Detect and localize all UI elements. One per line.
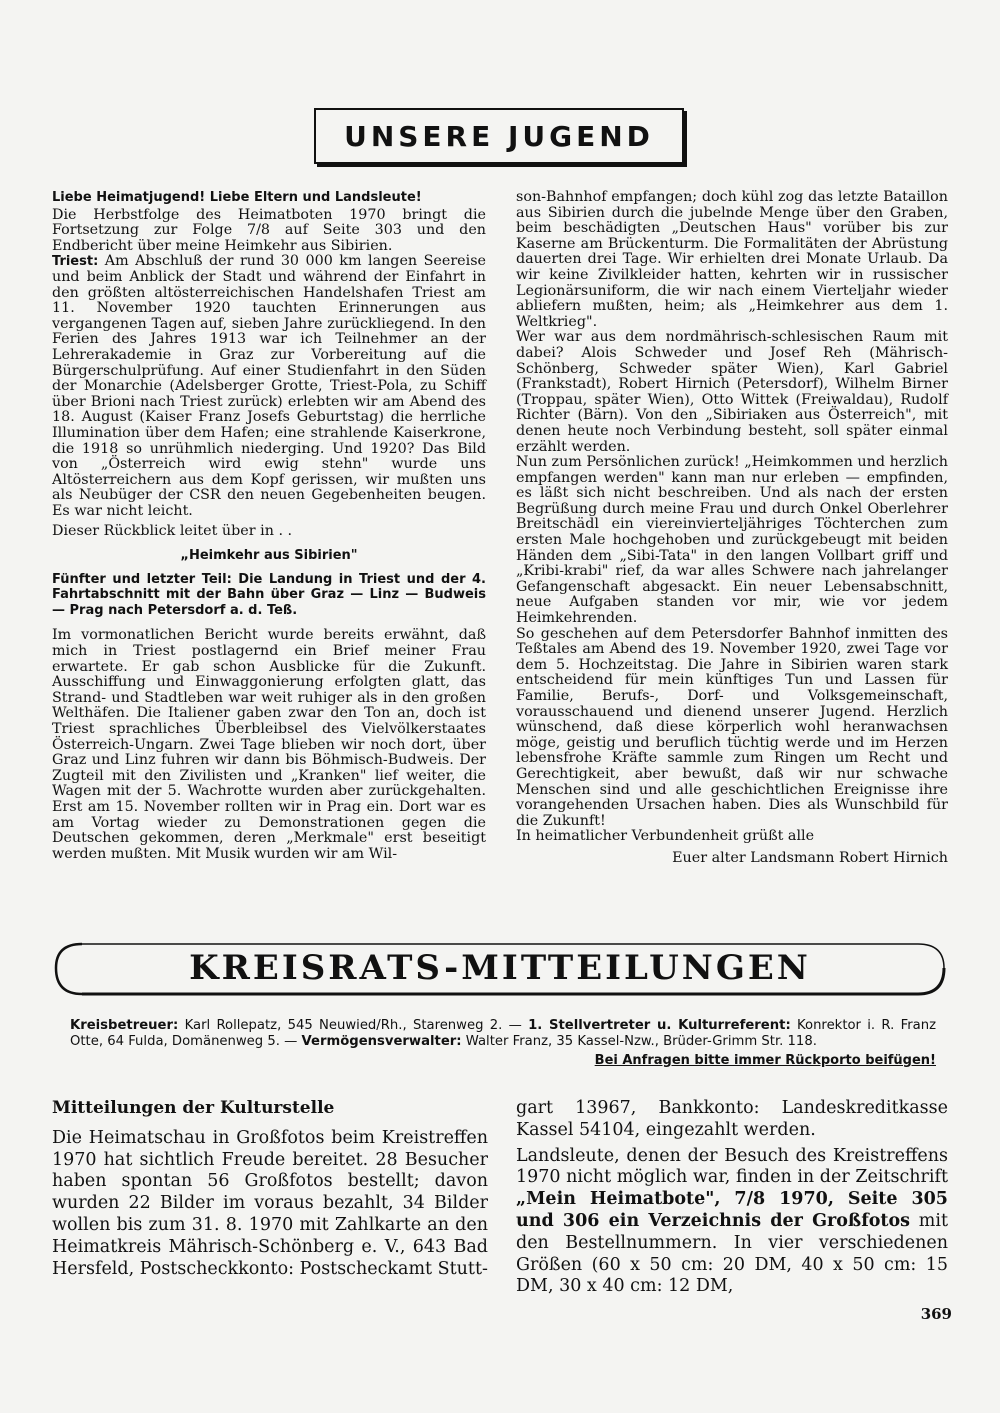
story-paragraph-r3: Nun zum Persönlichen zurück! „Heimkommen und herzlich empfangen werden" kann man nur erleben — empfinden, es läßt sich nicht beschreiben. Und als nach der ersten Begrüßung durch meine Frau und durch Onkel Oberlehrer Breitschädl ein viereinvierteljähriges Töchterchen zum ersten Male hochgehoben und zurückgebeugt mit beiden Händen dem „Sibi-Tata" in den langen Vollbart griff und „Kribi-krabi" rief, da war alles Schwere nach jahrelanger Gefangenschaft abgesackt. Ein neuer Lebensabschnitt, neue Aufgaben standen vor mir, wie vor jedem Heimkehrenden. (516, 454, 948, 627)
story-paragraph-r2: Wer war aus dem nordmährisch-schlesischen Raum mit dabei? Alois Schweder und Josef Reh (Mährisch-Schönberg, Schweder später Wien), Karl Gabriel (Frankstadt), Robert Hirnich (Petersdorf), Wilhelm Birner (Troppau, später Wien), Otto Wittek (Freiwaldau), Rudolf Richter (Bärn). Von den „Sibiriaken aus Österreich", mit denen heute noch Verbindung besteht, soll später einmal erzählt werden. (516, 329, 948, 455)
betreuer-text: Karl Rollepatz, 545 Neuwied/Rh., Starenweg 2. — (184, 1018, 522, 1033)
verwalter-label: Vermögensverwalter: (301, 1034, 462, 1049)
triest-label: Triest: (52, 254, 99, 270)
verwalter-text: Walter Franz, 35 Kassel-Nzw., Brüder-Grimm Str. 118. (465, 1034, 817, 1049)
triest-paragraph (52, 254, 486, 519)
kultur-right-column (516, 1098, 948, 1298)
triest-text: Am Abschluß der rund 30 000 km langen Seereise und beim Anblick der Stadt und während der Einfahrt in den größten altösterreichischen Handelshafen Triest am 11. November 1920 tauchten Erinnerungen aus vergangenen Tagen auf, sieben Jahre zurückliegend. In den Ferien des Jahres 1913 war ich Teilnehmer an der Lehrerakademie in Graz zur Vorbereitung auf die Bürgerschulprüfung. Auf einer Studienfahrt in den Süden der Monarchie (Adelsberger Grotte, Triest-Pola, zu Schiff über Brioni nach Triest zurück) erlebten wir am Abend des 18. August (Kaiser Franz Josefs Geburtstag) die herrliche Illumination über dem Hafen; eine strahlende Kaiserkrone, die 1918 so unrühmlich niederging. Und 1920? Das Bild von „Österreich wird ewig stehn" wurde uns Altösterreichern aus dem Kopf gerissen, wir mußten uns als Neubüger der CSR den neuen Gegebenheiten beugen. Es war nicht leicht. (52, 253, 487, 519)
vertreter-text: Konrektor i. R. Franz Otte, 64 Fulda, Domänenweg 5. — (70, 1018, 936, 1049)
lead-line: Dieser Rückblick leitet über in . . (52, 523, 293, 540)
kultur-paragraph-right-1: gart 13967, Bankkonto: Landeskreditkasse Kassel 54104, eingezahlt werden. (516, 1098, 948, 1140)
greeting: Liebe Heimatjugend! Liebe Eltern und Landsleute! (52, 190, 422, 205)
signature: Euer alter Landsmann Robert Hirnich (672, 849, 948, 866)
kreisrats-info (70, 1018, 936, 1050)
section-title-box (314, 108, 684, 164)
kreisrats-banner (52, 940, 948, 998)
kreisrats-title: KREISRATS-MITTEILUNGEN (189, 948, 811, 988)
kultur-heading: Mitteilungen der Kulturstelle (52, 1098, 335, 1118)
kultur-text-a: Landsleute, denen der Besuch des Kreistreffens 1970 nicht möglich war, finden in der Zeitschrift (516, 1145, 948, 1188)
kultur-paragraph-left: Die Heimatschau in Großfotos beim Kreistreffen 1970 hat sichtlich Freude bereitet. 28 Besucher haben spontan 56 Großfotos bestellt; davon wurden 22 Bilder im voraus bezahlt, 34 Bilder wollen bis zum 31. 8. 1970 mit Zahlkarte an den Heimatkreis Mährisch-Schönberg e. V., 643 Bad Hersfeld, Postscheckkonto: Postscheckamt Stutt- (52, 1127, 488, 1279)
story-paragraph-left: Im vormonatlichen Bericht wurde bereits erwähnt, daß mich in Triest postlagernd ein Brief meiner Frau erwartete. Er gab schon Ausblicke für die Zukunft. Ausschiffung und Einwaggonierung erfolgten glatt, das Strand- und Stadtleben war weit ruhiger als in den großen Welthäfen. Die Italiener gaben zwar den Ton an, doch ist Triest sprachliches Überbleibsel des Vielvölkerstaates Österreich-Ungarn. Zwei Tage blieben wir noch dort, über Graz und Linz fuhren wir dann bis Böhmisch-Budweis. Der Zugteil mit den Zivilisten und „Kranken" lief weiter, die Wagen mit der 5. Wachrotte wurden aber zurückgehalten. Erst am 15. November rollten wir in Prag ein. Dort war es am Vortag wieder zu Demonstrationen gegen die Deutschen gekommen, deren „Merkmale" erst beseitigt werden mußten. Mit Musik wurden wir am Wil- (52, 627, 486, 862)
story-paragraph-r4: So geschehen auf dem Petersdorfer Bahnhof inmitten des Teßtales am Abend des 19. November 1920, zwei Tage vor dem 5. Hochzeitstag. Die Jahre in Sibirien waren stark entscheidend für mein künftiges Tun und Lassen für Familie, Berufs-, Dorf- und Volksgemeinschaft, vorausschauend und dienend unserer Jugend. Herzlich wünschend, daß diese körperlich wohl heranwachsen möge, geistig und beruflich tüchtig werde und im Herzen lebensfrohe Kräfte sammle zum Ringen um Recht und Gerechtigkeit, aber bewußt, daß wir nur schwache Menschen sind und alle geschichtlichen Ereignisse ihre vorangehenden Ursachen haben. Dies als Wunschbild für die Zukunft! (516, 625, 948, 829)
jugend-right-column (516, 190, 948, 867)
betreuer-label: Kreisbetreuer: (70, 1018, 179, 1033)
kultur-text-c: mit den Bestellnummern. In vier verschiedenen Größen (60 x 50 cm: 20 DM, 40 x 50 cm: 15 DM, 30 x 40 cm: 12 DM, (516, 1210, 948, 1297)
kultur-text-bold: „Mein Heimatbote", 7/8 1970, Seite 305 und 306 ein Verzeichnis der Großfotos (516, 1189, 948, 1231)
part-title: Fünfter und letzter Teil: Die Landung in Triest und der 4. Fahrtabschnitt mit der Bahn über Graz — Linz — Budweis — Prag nach Petersdorf a. d. Teß. (52, 571, 486, 618)
story-paragraph-r1: son-Bahnhof empfangen; doch kühl zog das letzte Bataillon aus Sibirien durch die jubelnde Menge über den Graben, beim beschädigten „Deutschen Haus" vorüber bis zur Kaserne am Brückenturm. Die Formalitäten der Abrüstung dauerten drei Tage. Wir erhielten drei Monate Urlaub. Da wir keine Zivilkleider hatten, kehrten wir in russischer Legionärsuniform, die wir nach einem Vierteljahr wieder abliefern mußten, heim; als „Heimkehrer aus dem 1. Weltkrieg". (516, 189, 948, 330)
kultur-paragraph-right-2 (516, 1146, 948, 1299)
kultur-left-column (52, 1098, 488, 1280)
vertreter-label: 1. Stellvertreter u. Kulturreferent: (528, 1018, 791, 1033)
page-number: 369 (920, 1305, 952, 1323)
closing-line: In heimatlicher Verbundenheit grüßt alle (516, 828, 815, 845)
story-title: „Heimkehr aus Sibirien" (180, 548, 358, 564)
section-title: UNSERE JUGEND (344, 119, 654, 153)
rueckporto-notice: Bei Anfragen bitte immer Rückporto beifügen! (594, 1053, 936, 1068)
jugend-left-column (52, 190, 486, 862)
intro-paragraph: Die Herbstfolge des Heimatboten 1970 bringt die Fortsetzung zur Folge 7/8 auf Seite 303 und den Endbericht über meine Heimkehr aus Sibirien. (52, 206, 486, 254)
